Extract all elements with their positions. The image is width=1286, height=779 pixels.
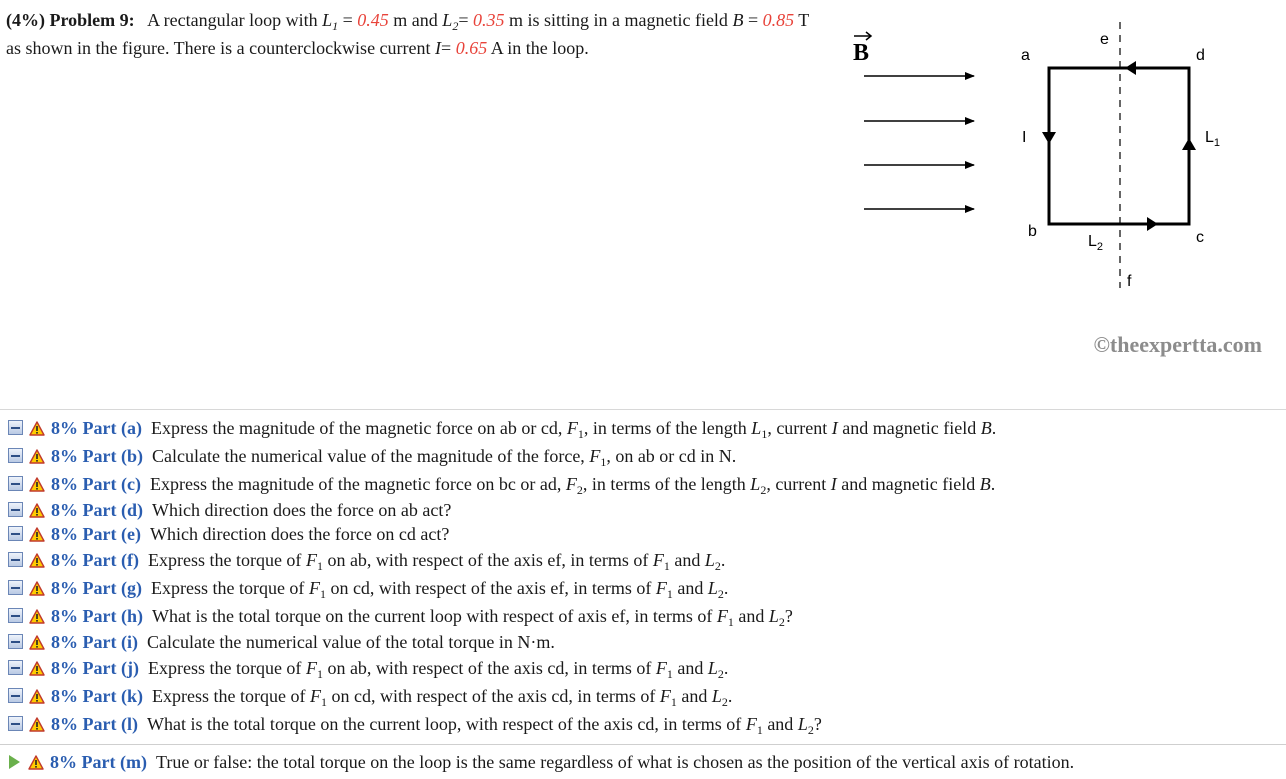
parts-list xyxy=(0,414,1286,779)
part-title: 8% Part (d) xyxy=(51,500,143,520)
expand-arrow-icon[interactable] xyxy=(9,755,20,769)
part-c[interactable] xyxy=(0,470,1286,498)
part-title: 8% Part (f) xyxy=(51,550,139,570)
current-arrow-bottom xyxy=(1147,217,1158,231)
part-question: Express the torque of $F_1$ on cd, with respect of the axis cd, in terms of $F_1$ and $L_2$. xyxy=(151,686,733,709)
L1-label: $L_1$ xyxy=(1205,129,1221,149)
warning-icon xyxy=(29,527,45,542)
watermark: ©theexpertta.com xyxy=(1093,332,1262,357)
collapse-box-icon[interactable] xyxy=(8,580,23,595)
part-question: What is the total torque on the current loop with respect of axis ef, in terms of $F_1$ and $L_2$? xyxy=(151,606,793,629)
part-title: 8% Part (j) xyxy=(51,658,139,678)
problem-text-1: A rectangular loop with xyxy=(147,10,318,30)
part-g[interactable] xyxy=(0,574,1286,602)
collapse-box-icon[interactable] xyxy=(8,448,23,463)
part-h[interactable] xyxy=(0,602,1286,630)
L1-value: 0.45 xyxy=(357,10,389,30)
collapse-box-icon[interactable] xyxy=(8,552,23,567)
part-b[interactable] xyxy=(0,442,1286,470)
part-d[interactable] xyxy=(0,498,1286,522)
parts-divider xyxy=(0,409,1286,410)
part-k[interactable] xyxy=(0,682,1286,710)
axis-label-f: f xyxy=(1127,273,1132,290)
warning-icon xyxy=(29,717,45,732)
collapse-box-icon[interactable] xyxy=(8,688,23,703)
current-label: I xyxy=(1022,129,1027,146)
corner-a: a xyxy=(1021,47,1030,64)
problem-statement: (4%) Problem 9: A rectangular loop with $L_1 = 0.45$ m and $L_2= 0.35$ m is sitting in a magnetic field B = 0.85 T as shown in the figure. There is a counterclockwise current I= 0.65 A in the loop. xyxy=(6,10,809,58)
part-i[interactable] xyxy=(0,630,1286,654)
current-arrow-top xyxy=(1125,61,1136,75)
part-title: 8% Part (c) xyxy=(51,474,141,494)
collapse-box-icon[interactable] xyxy=(8,526,23,541)
L2-label: $L_2$ xyxy=(1088,233,1104,253)
warning-icon xyxy=(29,689,45,704)
collapse-box-icon[interactable] xyxy=(8,420,23,435)
part-m[interactable] xyxy=(0,744,1286,779)
L1-symbol: $L_1$ xyxy=(322,10,339,33)
part-title: 8% Part (m) xyxy=(50,752,147,772)
part-title: 8% Part (i) xyxy=(51,632,138,652)
part-question: Express the magnitude of the magnetic force on bc or ad, $F_2$, in terms of the length $L_2$, current I and magnetic field B. xyxy=(149,474,996,497)
part-e[interactable] xyxy=(0,522,1286,546)
collapse-box-icon[interactable] xyxy=(8,660,23,675)
warning-icon xyxy=(29,449,45,464)
part-question: Express the torque of $F_1$ on cd, with respect of the axis ef, in terms of $F_1$ and $L_2$. xyxy=(150,578,729,601)
I-symbol: I xyxy=(435,38,442,58)
collapse-box-icon[interactable] xyxy=(8,476,23,491)
b-vector-label xyxy=(853,32,871,66)
current-arrow-right xyxy=(1182,138,1196,150)
axis-label-e: e xyxy=(1100,31,1109,48)
warning-icon xyxy=(29,609,45,624)
part-j[interactable] xyxy=(0,654,1286,682)
warning-icon xyxy=(29,661,45,676)
warning-icon xyxy=(29,477,45,492)
warning-icon xyxy=(29,503,45,518)
part-question: Express the torque of $F_1$ on ab, with respect of the axis cd, in terms of $F_1$ and $L_2$. xyxy=(147,658,729,681)
collapse-box-icon[interactable] xyxy=(8,716,23,731)
part-question: Calculate the numerical value of the total torque in N·m. xyxy=(146,632,555,652)
corner-d: d xyxy=(1196,47,1205,64)
part-question: Calculate the numerical value of the magnitude of the force, $F_1$, on ab or cd in N. xyxy=(151,446,737,469)
part-f[interactable] xyxy=(0,546,1286,574)
corner-b: b xyxy=(1028,223,1037,240)
current-loop xyxy=(1049,68,1189,224)
collapse-box-icon[interactable] xyxy=(8,502,23,517)
loop-figure xyxy=(850,18,1280,388)
problem-header: (4%) Problem 9: xyxy=(6,10,135,30)
part-title: 8% Part (a) xyxy=(51,418,142,438)
loop-diagram xyxy=(850,18,1280,318)
warning-icon xyxy=(29,553,45,568)
part-title: 8% Part (h) xyxy=(51,606,143,626)
warning-icon xyxy=(29,635,45,650)
part-title: 8% Part (g) xyxy=(51,578,142,598)
part-l[interactable] xyxy=(0,710,1286,738)
warning-icon xyxy=(28,755,44,770)
current-arrow-left xyxy=(1042,132,1056,144)
part-title: 8% Part (e) xyxy=(51,524,141,544)
part-a[interactable] xyxy=(0,414,1286,442)
L2-symbol: $L_2$ xyxy=(442,10,459,33)
part-question: True or false: the total torque on the loop is the same regardless of what is chosen as the position of the vertical axis of rotation. xyxy=(155,752,1075,772)
corner-c: c xyxy=(1196,229,1204,246)
warning-icon xyxy=(29,421,45,436)
B-value: 0.85 xyxy=(762,10,795,30)
L2-value: 0.35 xyxy=(472,10,505,30)
warning-icon xyxy=(29,581,45,596)
part-question: Express the magnitude of the magnetic force on ab or cd, $F_1$, in terms of the length $L_1$, current I and magnetic field B. xyxy=(150,418,997,441)
svg-text:B: B xyxy=(853,40,870,66)
part-title: 8% Part (l) xyxy=(51,714,138,734)
part-title: 8% Part (k) xyxy=(51,686,143,706)
part-question: Which direction does the force on cd act? xyxy=(149,524,450,544)
part-question: Which direction does the force on ab act? xyxy=(151,500,452,520)
B-symbol: B xyxy=(732,10,744,30)
collapse-box-icon[interactable] xyxy=(8,634,23,649)
collapse-box-icon[interactable] xyxy=(8,608,23,623)
I-value: 0.65 xyxy=(455,38,488,58)
part-question: What is the total torque on the current loop, with respect of the axis cd, in terms of $F_1$ and $L_2$? xyxy=(146,714,822,737)
part-title: 8% Part (b) xyxy=(51,446,143,466)
part-question: Express the torque of $F_1$ on ab, with respect of the axis ef, in terms of $F_1$ and $L_2$. xyxy=(147,550,726,573)
